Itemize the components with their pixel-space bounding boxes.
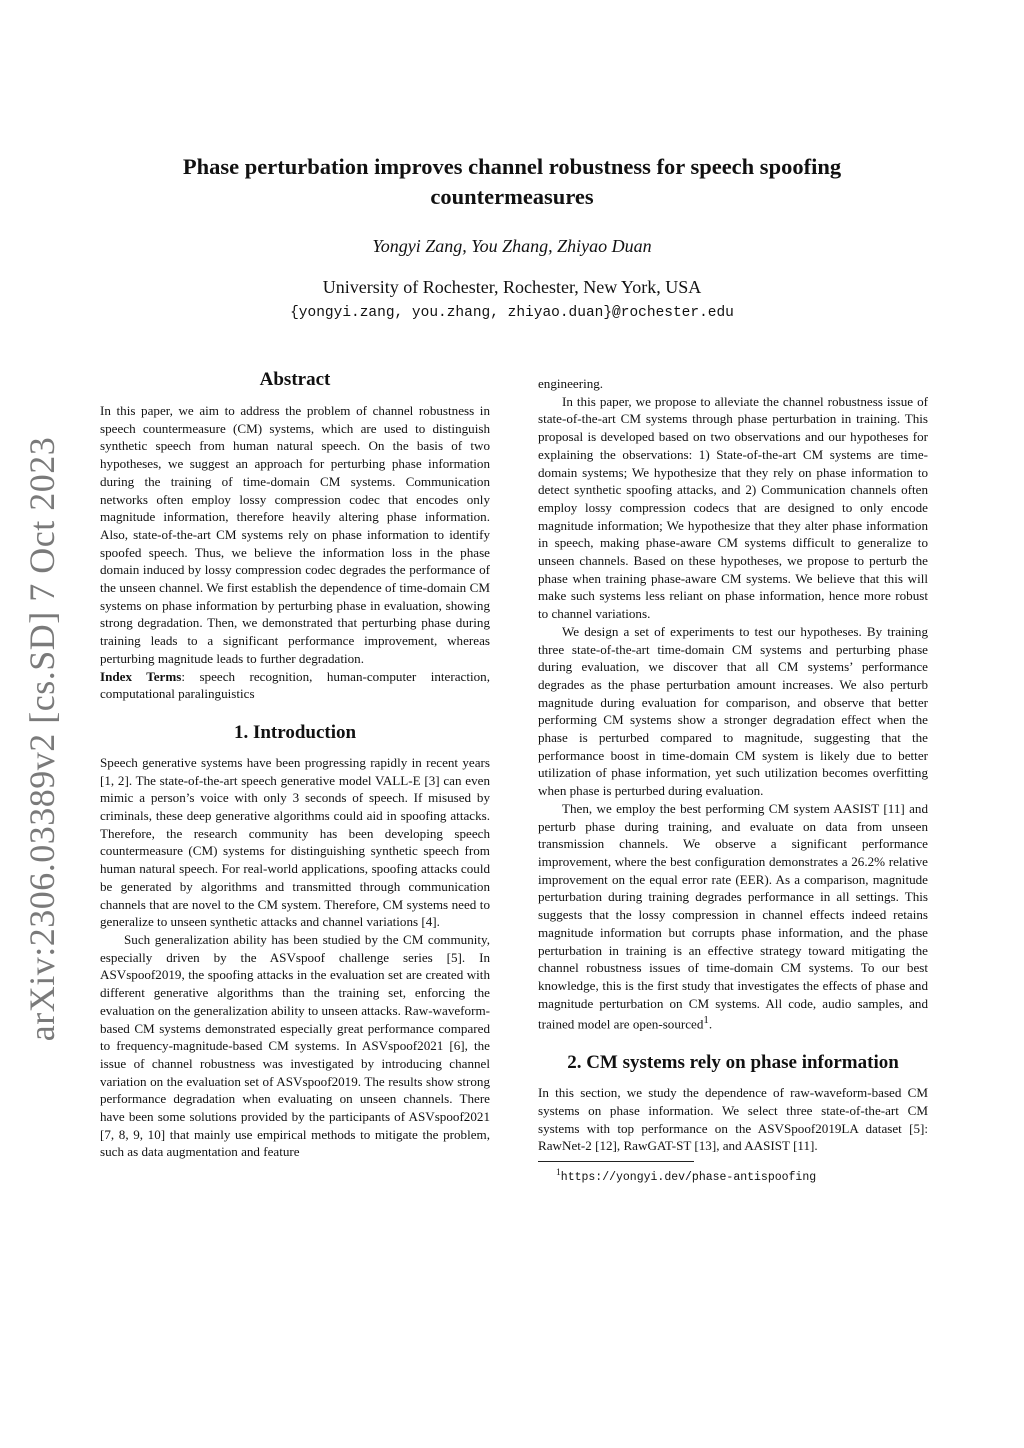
- footnote-url[interactable]: https://yongyi.dev/phase-antispoofing: [560, 1171, 817, 1185]
- section-1-heading: 1. Introduction: [233, 721, 357, 743]
- intro-paragraph-3: In this paper, we propose to alleviate the channel robustness issue of state-of-the-art CM systems through phase perturbation in training. This proposal is developed based on two observations and our hypotheses for explaining the observations: 1) State-of-the-art CM systems are time-domain systems; We hypothesize that they rely on phase information to detect synthetic spoofing attacks, and 2) Communication channels often employ lossy compression codecs that are designed to only encode magnitude information; We hypothesize that they alter phase information in speech, making phase-aware CM systems difficult to generalize to unseen channels. Based on these hypotheses, we propose to perturb the phase when training phase-aware CM systems. We believe that this will make such systems less reliant on phase information, hence more robust to channel variations.: [538, 393, 928, 622]
- paper-title: Phase perturbation improves channel robustness for speech spoofing countermeasures: [182, 154, 842, 209]
- affiliation: University of Rochester, Rochester, New York, USA: [322, 277, 702, 297]
- index-terms: [100, 668, 490, 703]
- footnote-marker[interactable]: 1: [703, 1014, 709, 1027]
- footnote-number: 1: [556, 1167, 561, 1179]
- paper-authors: Yongyi Zang, You Zhang, Zhiyao Duan: [372, 236, 652, 256]
- index-terms-text: : speech recognition, human-computer interaction, computational paralinguistics: [100, 668, 490, 702]
- index-terms-label: Index Terms: [100, 668, 182, 684]
- footnote: [538, 1165, 928, 1185]
- arxiv-identifier: arXiv:2306.03389v2 [cs.SD] 7 Oct 2023: [22, 436, 62, 1042]
- footnote-divider: [538, 1161, 694, 1162]
- left-column: [100, 368, 490, 1161]
- section-2-paragraph-1: In this section, we study the dependence of raw-waveform-based CM systems on phase information. We select three state-of-the-art CM systems with top performance on the ASVSpoof2019LA dataset [5]: RawNet-2 [12], RawGAT-ST [13], and AASIST [11].: [538, 1085, 928, 1154]
- intro-paragraph-5-text: Then, we employ the best performing CM system AASIST [11] and perturb phase during training, and evaluate on data from unseen transmission channels. We observe a significant performance improvement, where the best configuration demonstrates a 26.2% relative improvement on the equal error rate (EER). As a comparison, magnitude perturbation during training degrades performance in all settings. This suggests that the lossy compression in channel effects indeed retains magnitude information but corrupts phase information, and the phase perturbation in training is an effective strategy toward mitigating the channel robustness issues of time-domain CM systems. To our best knowledge, this is the first study that investigates the effects of phase and magnitude perturbation on CM systems. All code, audio samples, and trained model are open-sourced: [538, 800, 928, 1032]
- intro-paragraph-4: We design a set of experiments to test our hypotheses. By training three state-of-the-art time-domain CM systems and perturbing phase during evaluation, we discover that all CM systems’ performance degrades as the phase perturbation amount increases. We also perturb magnitude during evaluation for comparison, and observe that better performing CM systems show a stronger degradation effect when the phase is perturbed compared to magnitude, suggesting that the performance boost in time-domain CM system is likely due to better utilization of phase information, yet such utilization becomes overfitting when phase is perturbed during evaluation.: [538, 623, 928, 799]
- author-emails: {yongyi.zang, you.zhang, zhiyao.duan}@rochester.edu: [290, 305, 734, 321]
- abstract-heading: Abstract: [259, 369, 331, 390]
- intro-paragraph-2-continued: engineering.: [538, 376, 604, 391]
- intro-paragraph-2: Such generalization ability has been studied by the CM community, especially driven by the ASVspoof challenge series [5]. In ASVspoof2019, the spoofing attacks in the evaluation set are created with different generative algorithms than the training set, enforcing the evaluation on the generalization ability to unseen attacks. Raw-waveform-based CM systems demonstrated especially great performance compared to frequency-magnitude-based CM systems. In ASVspoof2021 [6], the issue of channel robustness was investigated by introducing channel variation on the evaluation set of ASVspoof2019. The results show strong performance degradation when evaluating on unseen channels. There have been some solutions provided by the participants of ASVspoof2021 [7, 8, 9, 10] that mainly use empirical methods to mitigate the problem, such as data augmentation and feature: [100, 931, 490, 1160]
- right-column: [538, 375, 928, 1185]
- section-2-heading: 2. CM systems rely on phase information: [567, 1052, 899, 1074]
- intro-paragraph-5: [538, 800, 928, 1034]
- intro-paragraph-5-end: .: [708, 1016, 713, 1032]
- intro-paragraph-1: Speech generative systems have been progressing rapidly in recent years [1, 2]. The state-of-the-art speech generative model VALL-E [3] can even mimic a person’s voice with only 3 seconds of speech. If misused by criminals, these deep generative algorithms could aid in spoofing attacks. Therefore, the research community has been developing speech countermeasure (CM) systems for distinguishing synthetic speech from human natural speech. For real-world applications, spoofing attacks could be generated by algorithms and transmitted through communication channels that are novel to the CM system. Therefore, CM systems need to generalize to unseen synthetic attacks and channel variations [4].: [100, 754, 490, 930]
- abstract-text: In this paper, we aim to address the problem of channel robustness in speech countermeasure (CM) systems, which are used to distinguish synthetic speech from human natural speech. On the basis of two hypotheses, we suggest an approach for perturbing phase information during the training of time-domain CM systems. Communication networks often employ lossy compression codec that encodes only magnitude information, therefore heavily altering phase information. Also, state-of-the-art CM systems rely on phase information to identify spoofed speech. Thus, we believe the information loss in the phase domain induced by lossy compression codec degrades the performance of the unseen channel. We first establish the dependence of time-domain CM systems on phase information by perturbing phase in evaluation, showing strong degradation. Then, we demonstrated that perturbing phase during training leads to a significant performance improvement, whereas perturbing magnitude leads to further degradation.: [100, 403, 490, 666]
